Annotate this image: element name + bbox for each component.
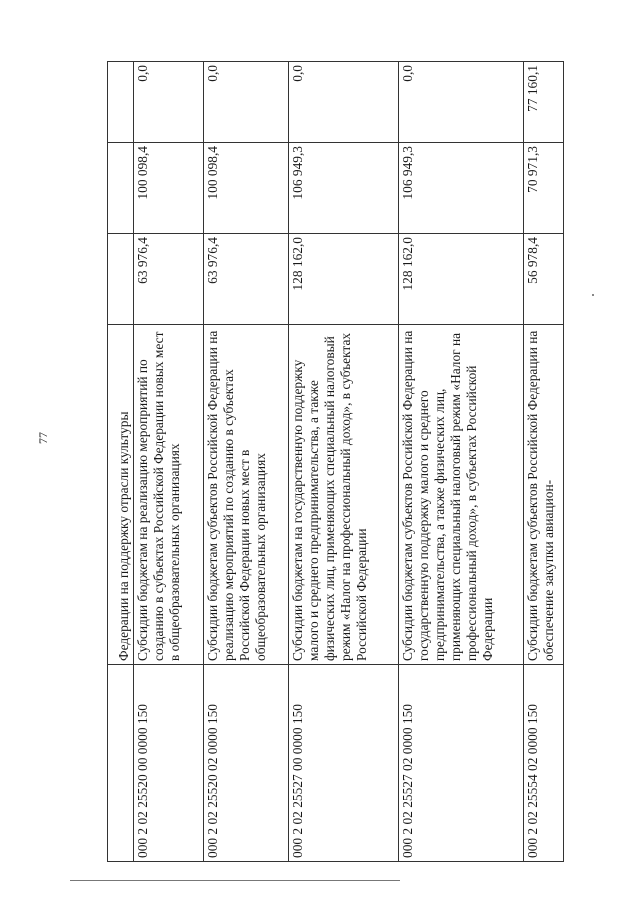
value-cell-1: 56 978,4	[524, 234, 564, 325]
value-cell-3: 0,0	[134, 62, 204, 143]
code-cell: 000 2 02 25520 02 0000 150	[204, 665, 289, 862]
page-number: 77	[36, 432, 50, 444]
table-row	[524, 62, 564, 862]
value-cell-2: 106 949,3	[399, 143, 524, 234]
table-row	[134, 62, 204, 862]
name-cell: Федерации на поддержку отрасли культуры	[108, 325, 134, 665]
budget-table	[107, 61, 564, 862]
scan-edge-line	[70, 880, 400, 881]
value-cell-1: 63 976,4	[204, 234, 289, 325]
value-cell-1: 63 976,4	[134, 234, 204, 325]
value-cell-1	[108, 234, 134, 325]
name-cell: Субсидии бюджетам субъектов Российской Федерации на реализацию мероприятий по созданию в субъектах Российской Федерации новых мест в общеобразовательных организациях	[204, 325, 289, 665]
table-row	[289, 62, 399, 862]
code-cell: 000 2 02 25527 02 0000 150	[399, 665, 524, 862]
value-cell-2: 106 949,3	[289, 143, 399, 234]
scan-speck	[592, 294, 594, 296]
value-cell-1: 128 162,0	[399, 234, 524, 325]
value-cell-1: 128 162,0	[289, 234, 399, 325]
value-cell-2: 100 098,4	[134, 143, 204, 234]
rotated-table-container	[107, 62, 570, 862]
name-cell: Субсидии бюджетам на реализацию мероприятий по созданию в субъектах Российской Федерации новых мест в общеобразовательных организациях	[134, 325, 204, 665]
code-cell: 000 2 02 25520 00 0000 150	[134, 665, 204, 862]
table-row	[399, 62, 524, 862]
table-row	[204, 62, 289, 862]
code-cell: 000 2 02 25527 00 0000 150	[289, 665, 399, 862]
value-cell-3	[108, 62, 134, 143]
name-cell: Субсидии бюджетам субъектов Российской Федерации на обеспечение закупки авиацион-	[524, 325, 564, 665]
value-cell-2	[108, 143, 134, 234]
value-cell-3: 77 160,1	[524, 62, 564, 143]
value-cell-3: 0,0	[289, 62, 399, 143]
code-cell: 000 2 02 25554 02 0000 150	[524, 665, 564, 862]
value-cell-3: 0,0	[399, 62, 524, 143]
code-cell	[108, 665, 134, 862]
value-cell-2: 70 971,3	[524, 143, 564, 234]
value-cell-3: 0,0	[204, 62, 289, 143]
value-cell-2: 100 098,4	[204, 143, 289, 234]
name-cell: Субсидии бюджетам субъектов Российской Федерации на государственную поддержку малого и среднего предпринимательства, а также физических лиц, применяющих специальный налоговый режим «Налог на профессиональный доход», в субъектах Российской Федерации	[399, 325, 524, 665]
table-row-continuation	[108, 62, 134, 862]
name-cell: Субсидии бюджетам на государственную поддержку малого и среднего предпринимательства, а также физических лиц, применяющих специальный налоговый режим «Налог на профессиональный доход», в субъектах Российской Федерации	[289, 325, 399, 665]
